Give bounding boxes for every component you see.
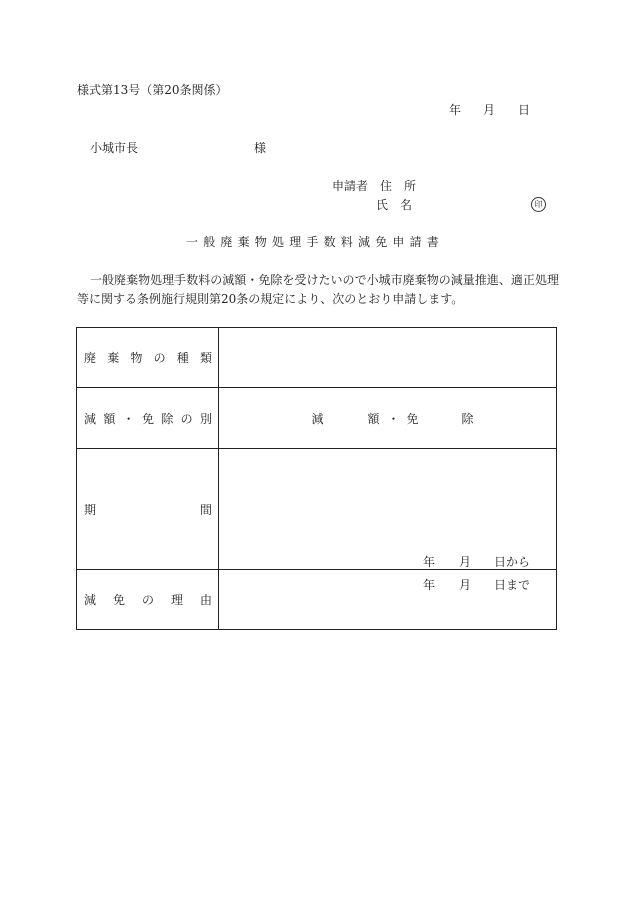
waste-type-field[interactable] (219, 328, 557, 388)
waste-type-label: 廃 棄 物 の 種 類 (77, 328, 219, 388)
reduction-option-exempt[interactable]: 免 (406, 411, 419, 426)
submission-date (449, 104, 530, 116)
reduction-type-label: 減 額 ・ 免 除 の 別 (77, 388, 219, 449)
table-row-reduction-type (77, 388, 557, 449)
reduction-option-reduce[interactable]: 減 (311, 411, 324, 426)
reason-label: 減 免 の 理 由 (77, 570, 219, 630)
application-table (76, 327, 557, 630)
date-year-label: 年 (449, 103, 462, 117)
document-title: 一般廃棄物処理手数料減免申請書 (186, 235, 445, 249)
period-field[interactable] (219, 449, 557, 592)
reduction-options: 減 額 ・ 免 除 (311, 411, 474, 426)
table-row-period (77, 449, 557, 570)
date-day-label: 日 (518, 103, 531, 117)
body-text: 一般廃棄物処理手数料の減額・免除を受けたいので小城市廃棄物の減量推進、適正処理等に関する条例施行規則第20条の規定により、次のとおり申請します。 (77, 273, 559, 306)
addressee-name: 小城市長 (90, 141, 139, 155)
period-from: 年 月 日から (423, 555, 531, 569)
period-label: 期 間 (77, 449, 219, 570)
period-to: 年 月 日まで (423, 578, 531, 592)
applicant-name-label: 氏 名 (376, 198, 413, 212)
date-month-label: 月 (483, 103, 496, 117)
addressee-honorific: 様 (254, 141, 267, 155)
reduction-type-field[interactable] (219, 388, 557, 449)
applicant-role-label: 申請者 (332, 179, 369, 193)
seal-mark: 印 (531, 197, 546, 212)
applicant-address-label: 住 所 (380, 179, 417, 193)
form-number: 様式第13号（第20条関係） (77, 83, 228, 97)
table-row-waste-type (77, 328, 557, 388)
